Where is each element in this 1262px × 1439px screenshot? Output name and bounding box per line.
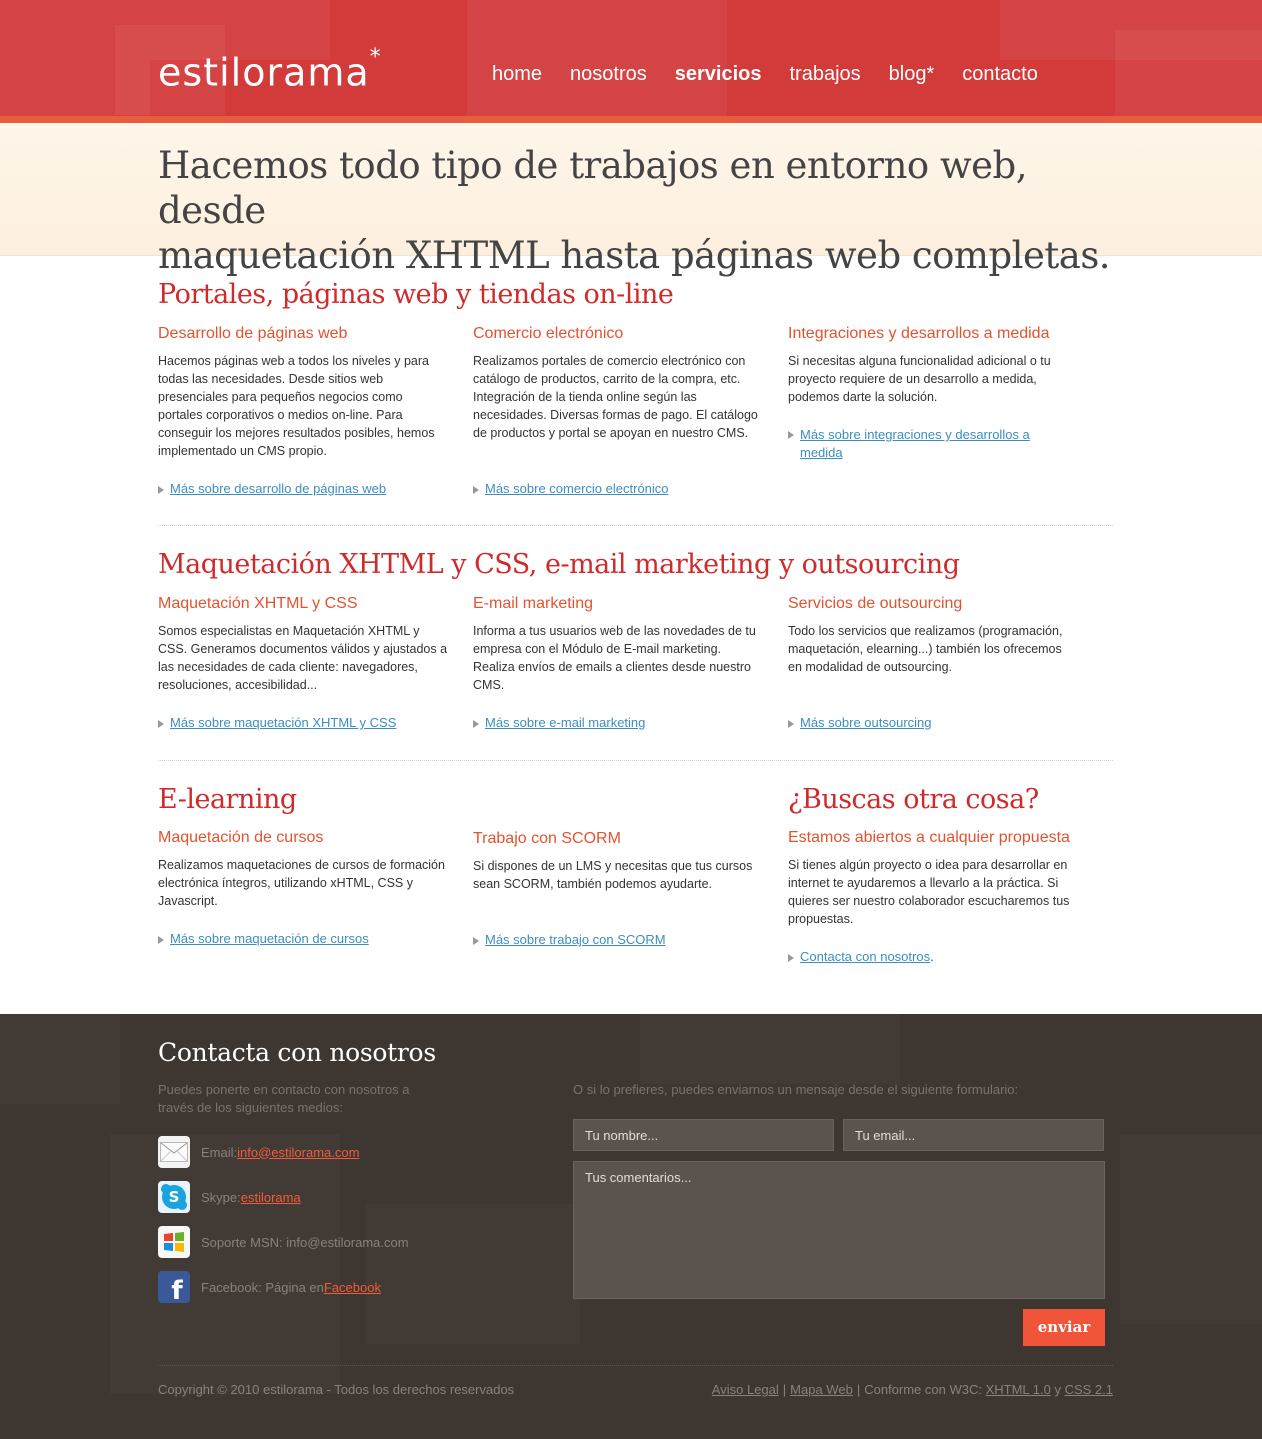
contact-skype-link[interactable]: estilorama [240,1189,301,1205]
more-link-row [788,426,1058,462]
service-description: Si necesitas alguna funcionalidad adicional o tu proyecto requiere de un desarrollo a medida, podemos darte la solución. [788,354,1051,404]
contact-skype-row [158,1180,301,1214]
nav-home[interactable]: home [492,63,543,85]
section-title-portales: Portales, páginas web y tiendas on-line [158,279,674,310]
service-heading: Trabajo con SCORM [473,830,621,847]
more-link-row [158,930,369,948]
contact-email-label: Email: [201,1144,238,1160]
service-email-marketing [473,594,763,694]
more-link-row [473,480,669,498]
service-heading: Integraciones y desarrollos a medida [788,325,1050,342]
site-header [0,0,1262,116]
site-logo[interactable]: estilorama* [158,45,382,95]
arrow-right-icon [473,486,479,494]
service-description: Realizamos portales de comercio electrónico con catálogo de productos, carrito de la compra, etc. Integración de la tienda online según las necesidades. Diversas formas de pago. El catálogo de productos y portal se apoyan en nuestro CMS. [473,354,758,440]
service-description: Si tienes algún proyecto o idea para desarrollar en internet te ayudaremos a llevarlo a la práctica. Si quieres ser nuestro colaborador escucharemos tus propuestas. [788,858,1070,926]
section-divider [158,760,1113,761]
service-scorm [473,829,763,893]
arrow-right-icon [788,954,794,962]
contact-email-row [158,1135,359,1169]
main-nav [492,62,1066,86]
contact-email-link[interactable]: info@estilorama.com [237,1144,360,1160]
comments-textarea[interactable]: Tus comentarios... [573,1161,1105,1299]
msn-icon [158,1226,190,1258]
link-separator: | [782,1382,787,1397]
service-description: Hacemos páginas web a todos los niveles y para todas las necesidades. Desde sitios web presenciales para pequeños negocios como portales corporativos o medios on-line. Para conseguir los mejores resultados posibles, hemos implementado un CMS propio. [158,354,435,458]
arrow-right-icon [473,937,479,945]
link-separator: | [856,1382,861,1397]
service-heading: Maquetación de cursos [158,829,324,846]
w3c-label: Conforme con W3C: [864,1382,986,1397]
site-footer [0,1014,1262,1439]
more-comercio-link[interactable]: Más sobre comercio electrónico [485,481,669,496]
footer-title: Contacta con nosotros [158,1038,436,1067]
service-outsourcing [788,594,1078,676]
service-heading: E-mail marketing [473,595,594,612]
contact-facebook-link[interactable]: Facebook [323,1279,381,1295]
section-title-maquetacion: Maquetación XHTML y CSS, e-mail marketing y outsourcing [158,549,960,580]
section-divider [158,525,1113,526]
form-intro: O si lo prefieres, puedes enviarnos un mensaje desde el siguiente formulario: [573,1082,1019,1097]
service-comercio-electronico [473,324,763,442]
service-heading: Desarrollo de páginas web [158,325,348,342]
more-link-row [788,948,934,966]
nav-nosotros[interactable]: nosotros [570,63,647,85]
service-heading: Estamos abiertos a cualquier propuesta [788,829,1070,846]
more-link-row [473,931,666,949]
css-link[interactable]: CSS 2.1 [1064,1382,1113,1397]
aviso-legal-link[interactable]: Aviso Legal [711,1382,779,1397]
nav-contacto[interactable]: contacto [962,63,1038,85]
arrow-right-icon [788,720,794,728]
contact-facebook-row [158,1270,381,1304]
service-propuestas [788,828,1078,928]
link-suffix: . [930,949,934,964]
more-integraciones-link[interactable]: Más sobre integraciones y desarrollos a medida [800,427,1030,460]
hero-banner [0,123,1262,277]
section-title-elearning: E-learning [158,784,297,815]
service-maquetacion-xhtml [158,594,448,694]
nav-servicios[interactable]: servicios [674,63,762,85]
svg-text:f: f [171,1276,183,1301]
more-maquetacion-link[interactable]: Más sobre maquetación XHTML y CSS [170,715,397,730]
submit-button[interactable]: enviar [1023,1309,1105,1346]
email-input[interactable]: Tu email... [843,1119,1104,1151]
nav-trabajos[interactable]: trabajos [789,63,861,85]
service-description: Todo los servicios que realizamos (programación, maquetación, elearning...) también los ofrecemos en modalidad de outsourcing. [788,624,1063,674]
more-link-row [788,714,932,732]
more-outsourcing-link[interactable]: Más sobre outsourcing [800,715,932,730]
arrow-right-icon [158,486,164,494]
arrow-right-icon [158,720,164,728]
service-heading: Comercio electrónico [473,325,624,342]
xhtml-link[interactable]: XHTML 1.0 [985,1382,1051,1397]
service-heading: Servicios de outsourcing [788,595,963,612]
service-heading: Maquetación XHTML y CSS [158,595,358,612]
facebook-icon [158,1271,190,1303]
hero-headline: Hacemos todo tipo de trabajos en entorno web, desde maquetación XHTML hasta páginas web completas. [158,144,1111,277]
arrow-right-icon [473,720,479,728]
service-desarrollo-web [158,324,448,460]
more-link-row [473,714,645,732]
mail-icon [158,1136,190,1168]
service-description: Realizamos maquetaciones de cursos de formación electrónica íntegros, utilizando xHTML, CSS y Javascript. [158,858,445,908]
svg-text:S: S [168,1188,180,1206]
arrow-right-icon [158,936,164,944]
copyright-text: Copyright © 2010 estilorama - Todos los derechos reservados [158,1382,515,1397]
more-scorm-link[interactable]: Más sobre trabajo con SCORM [485,932,666,947]
footer-divider [158,1365,1113,1366]
skype-icon [158,1181,190,1213]
name-input[interactable]: Tu nombre... [573,1119,834,1151]
service-description: Informa a tus usuarios web de las novedades de tu empresa con el Módulo de E-mail marketing. Realiza envíos de emails a clientes desde nuestro CMS. [473,624,756,692]
contact-facebook-label: Facebook: Página en [201,1279,324,1295]
service-integraciones [788,324,1078,406]
contacta-link[interactable]: Contacta con nosotros [800,949,931,964]
section-title-buscas: ¿Buscas otra cosa? [788,784,1039,815]
more-link-row [158,480,386,498]
footer-links [712,1381,1113,1399]
service-description: Si dispones de un LMS y necesitas que tus cursos sean SCORM, también podemos ayudarte. [473,859,753,891]
mapa-web-link[interactable]: Mapa Web [790,1382,853,1397]
contact-skype-label: Skype: [201,1189,241,1205]
more-link-row [158,714,396,732]
contact-msn-label: Soporte MSN: info@estilorama.com [201,1234,409,1250]
nav-blog[interactable]: blog* [888,63,935,85]
arrow-right-icon [788,431,794,439]
service-maquetacion-cursos [158,828,448,910]
more-email-marketing-link[interactable]: Más sobre e-mail marketing [485,715,646,730]
service-description: Somos especialistas en Maquetación XHTML y CSS. Generamos documentos válidos y ajustados a las necesidades de cada cliente: navegadores, resoluciones, accesibilidad... [158,624,448,692]
more-desarrollo-link[interactable]: Más sobre desarrollo de páginas web [170,481,387,496]
contact-msn-row [158,1225,409,1259]
footer-intro: Puedes ponerte en contacto con nosotros a través de los siguientes medios: [158,1082,410,1115]
and-text: y [1050,1382,1065,1397]
more-cursos-link[interactable]: Más sobre maquetación de cursos [170,931,369,946]
header-stripe [0,116,1262,123]
